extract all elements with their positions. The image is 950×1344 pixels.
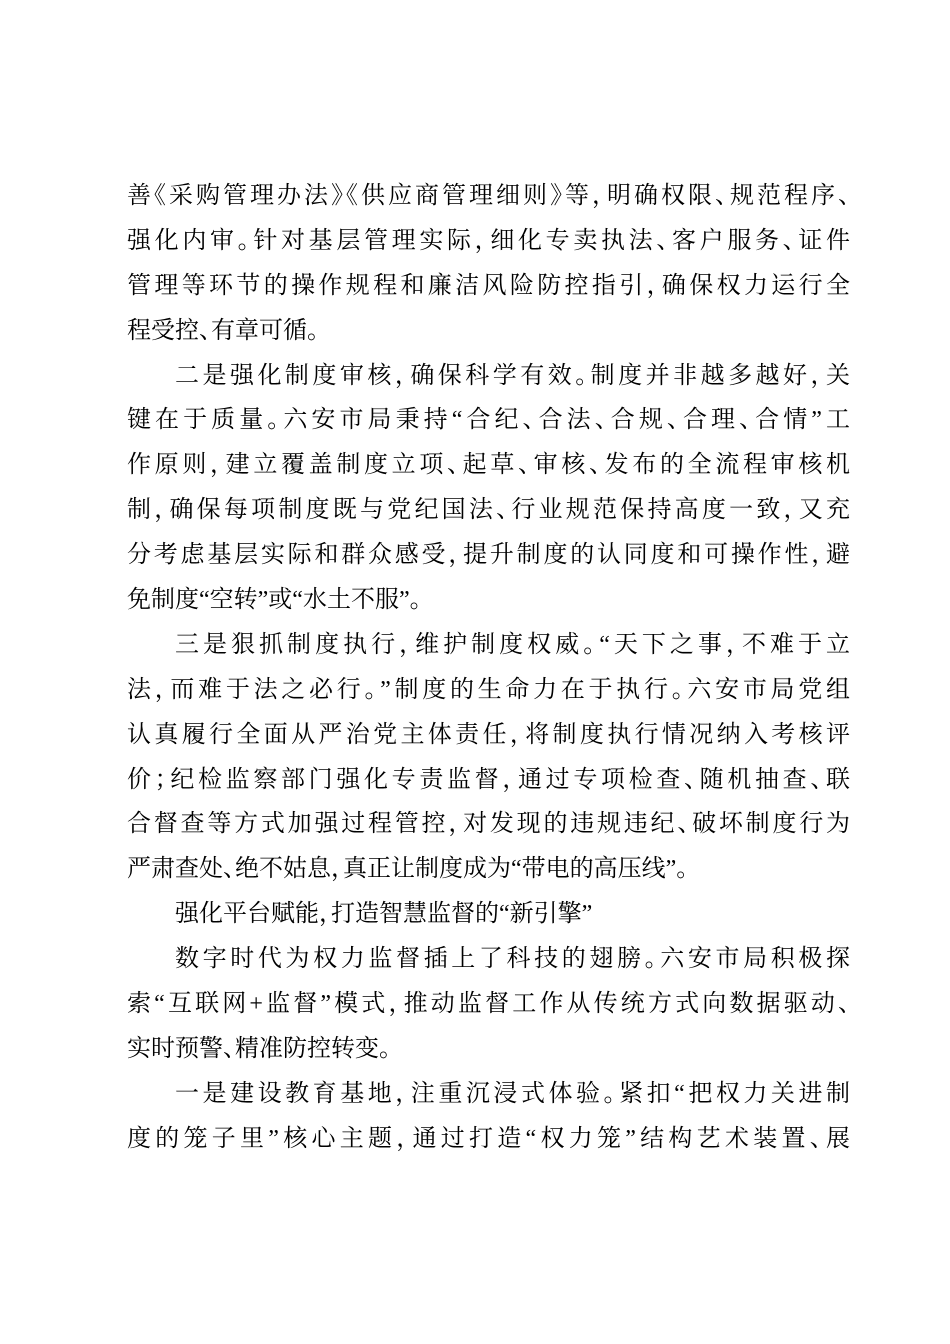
text-line: 合督查等方式加强过程管控，对发现的违规违纪、破坏制度行为	[127, 811, 850, 838]
paragraph	[127, 937, 850, 1072]
text-line: 强化内审。针对基层管理实际，细化专卖执法、客户服务、证件	[127, 227, 850, 254]
text-line: 程受控、有章可循。	[127, 317, 319, 344]
text-line: 管理等环节的操作规程和廉洁风险防控指引，确保权力运行全	[127, 272, 850, 299]
text-line: 度的笼子里”核心主题，通过打造“权力笼”结构艺术装置、展	[127, 1125, 850, 1152]
text-line: 数字时代为权力监督插上了科技的翅膀。六安市局积极探	[175, 946, 850, 973]
paragraph	[127, 354, 850, 623]
text-line: 三是狠抓制度执行，维护制度权威。“天下之事，不难于立	[175, 631, 850, 658]
text-line: 实时预警、精准防控转变。	[127, 1035, 391, 1062]
document-text-block	[127, 174, 850, 1162]
text-line: 二是强化制度审核，确保科学有效。制度并非越多越好，关	[175, 362, 850, 389]
text-line: 分考虑基层实际和群众感受，提升制度的认同度和可操作性，避	[127, 542, 850, 569]
text-line: 法，而难于法之必行。”制度的生命力在于执行。六安市局党组	[127, 676, 850, 703]
text-line: 认真履行全面从严治党主体责任，将制度执行情况纳入考核评	[127, 721, 850, 748]
text-line: 强化平台赋能，打造智慧监督的“新引擎”	[175, 901, 593, 928]
text-line: 价；纪检监察部门强化专责监督，通过专项检查、随机抽查、联	[127, 766, 850, 793]
paragraph	[127, 892, 850, 937]
text-line: 严肃查处、绝不姑息，真正让制度成为“带电的高压线”。	[127, 856, 689, 883]
text-line: 善《采购管理办法》《供应商管理细则》等，明确权限、规范程序、	[127, 183, 850, 209]
paragraph	[127, 174, 850, 354]
text-line: 免制度“空转”或“水土不服”。	[127, 587, 422, 614]
text-line: 键在于质量。六安市局秉持“合纪、合法、合规、合理、合情”工	[127, 407, 850, 434]
text-line: 索“互联网+监督”模式，推动监督工作从传统方式向数据驱动、	[127, 991, 850, 1018]
text-line: 作原则，建立覆盖制度立项、起草、审核、发布的全流程审核机	[127, 452, 850, 479]
text-line: 一是建设教育基地，注重沉浸式体验。紧扣“把权力关进制	[175, 1080, 850, 1107]
text-line: 制，确保每项制度既与党纪国法、行业规范保持高度一致，又充	[127, 497, 850, 524]
paragraph	[127, 623, 850, 892]
paragraph	[127, 1072, 850, 1162]
